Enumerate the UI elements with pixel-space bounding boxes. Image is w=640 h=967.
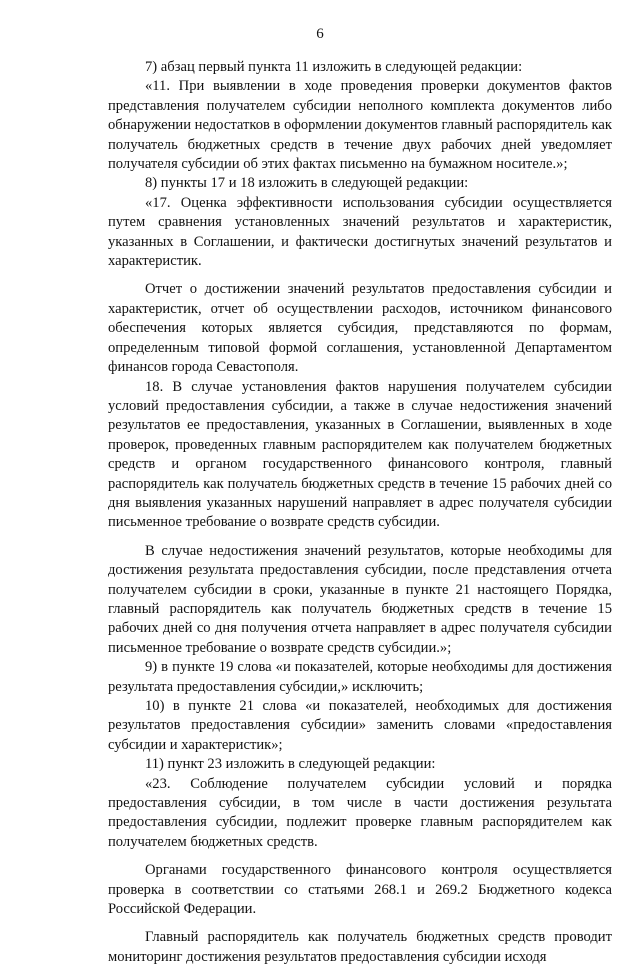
paragraph-monitoring: Главный распорядитель как получатель бюджетных средств проводит мониторинг достижения результатов предоставления субсидии исходя xyxy=(108,929,612,965)
document-body xyxy=(108,58,612,967)
paragraph-17-text: «17. Оценка эффективности использования субсидии осуществляется путем сравнения установленных значений результатов и характеристик, указанных в Соглашении, и фактически достигнутых значений результатов и характеристик. xyxy=(108,194,612,270)
paragraph-8: 8) пункты 17 и 18 изложить в следующей редакции: xyxy=(145,175,469,192)
paragraph-23-text: «23. Соблюдение получателем субсидии условий и порядка предоставления субсидии, в том числе в части достижения результата предоставления субсидии, подлежит проверке главным распорядителем как получателем бюджетных средств. xyxy=(108,775,612,850)
paragraph-9: 9) в пункте 19 слова «и показателей, которые необходимы для достижения результата предоставления субсидии,» исключить; xyxy=(108,659,612,695)
paragraph-11-text: «11. При выявлении в ходе проведения проверки документов фактов представления получателем субсидии неполного комплекта документов либо обнаружении недостатков в оформлении документов главный распорядитель как получатель бюджетных средств в течение двух рабочих дней уведомляет получателя субсидии об этих фактах письменно на бумажном носителе.»; xyxy=(108,78,612,173)
paragraph-10: 10) в пункте 21 слова «и показателей, необходимых для достижения результатов предоставления субсидии» заменить словами «предоставления субсидии и характеристик»; xyxy=(108,698,612,753)
paragraph-11: 11) пункт 23 изложить в следующей редакции: xyxy=(145,756,436,773)
paragraph-7: 7) абзац первый пункта 11 изложить в следующей редакции: xyxy=(145,59,523,75)
paragraph-report: Отчет о достижении значений результатов предоставления субсидии и характеристик, отчет об осуществлении расходов, источником финансового обеспечения которых является субсидия, представляются по формам, определенным типовой формой соглашения, установленной Департаментом финансов города Севастополя. xyxy=(108,281,612,376)
paragraph-financial-control: Органами государственного финансового контроля осуществляется проверка в соответствии со статьями 268.1 и 269.2 Бюджетного кодекса Российской Федерации. xyxy=(108,862,612,918)
paragraph-non-achievement: В случае недостижения значений результатов, которые необходимы для достижения результата предоставления субсидии, после представления отчета получателем субсидии в сроки, указанные в пункте 21 настоящего Порядка, главный распорядитель как получатель бюджетных средств в течение 15 рабочих дней со дня получения отчета направляет в адрес получателя субсидии письменное требование о возврате средств субсидии.»; xyxy=(108,542,612,656)
paragraph-18-text: 18. В случае установления фактов нарушения получателем субсидии условий предоставления субсидии, а также в случае недостижения значений результатов ее предоставления, указанных в Соглашении, выявленных в ходе проверок, проведенных главным распорядителем как получателем бюджетных средств и органом государственного финансового контроля, главный распорядитель как получатель бюджетных средств в течение 15 рабочих дней со дня выявления указанных нарушений направляет в адрес получателя субсидии письменное требование о возврате средств субсидии. xyxy=(108,378,612,531)
page-number: 6 xyxy=(316,26,324,42)
